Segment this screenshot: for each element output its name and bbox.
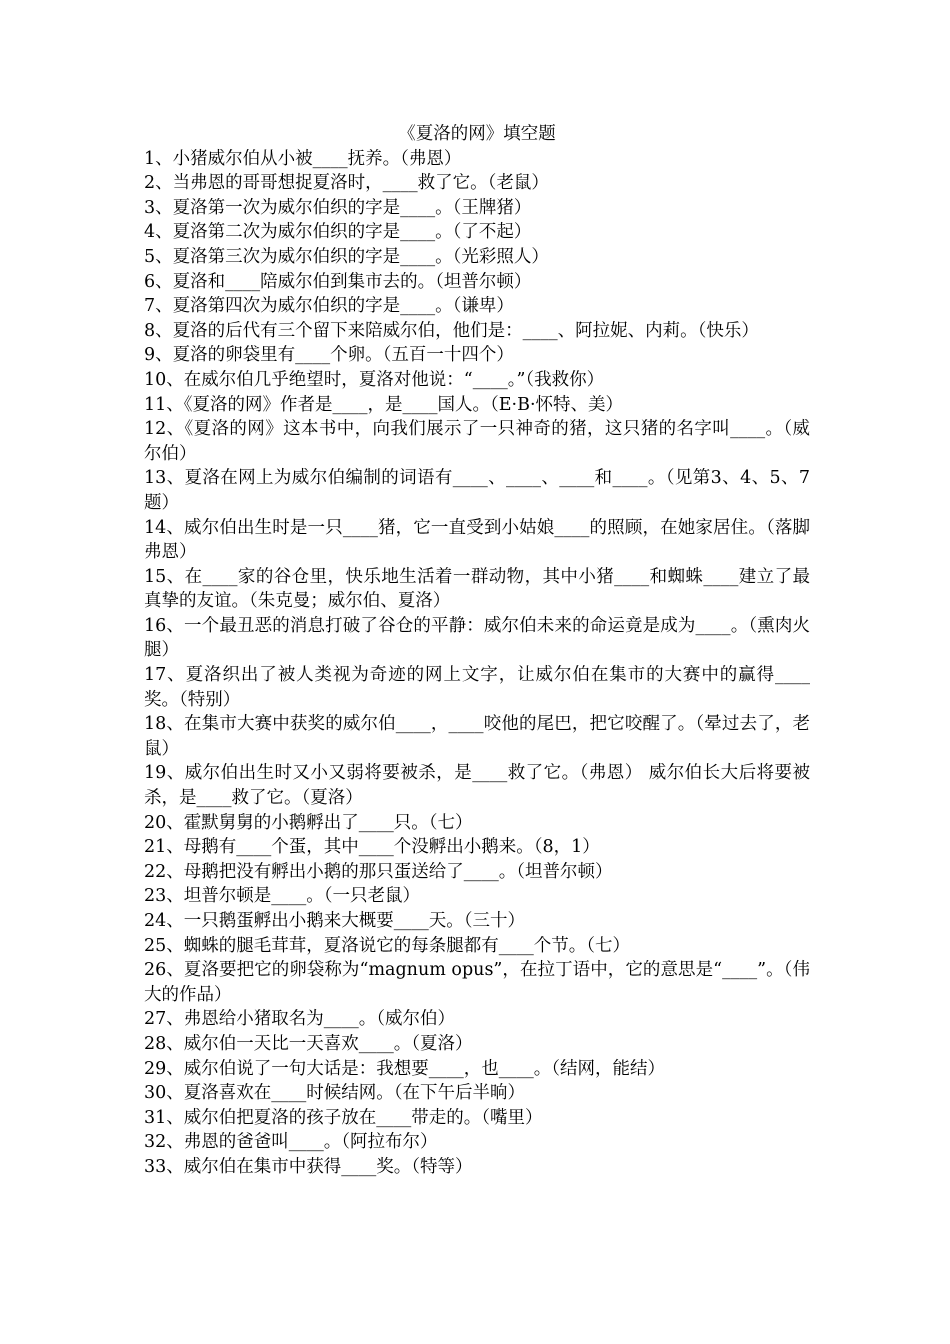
question-item: 26、夏洛要把它的卵袋称为“magnum opus”，在拉丁语中，它的意思是“____”。（伟大的作品）	[144, 960, 810, 1005]
question-item: 32、弗恩的爸爸叫____。（阿拉布尔）	[144, 1132, 438, 1153]
question-item: 2、当弗恩的哥哥想捉夏洛时，____救了它。（老鼠）	[144, 173, 549, 194]
question-item: 3、夏洛第一次为威尔伯织的字是____。（王牌猪）	[144, 197, 532, 218]
question-item: 22、母鹅把没有孵出小鹅的那只蛋送给了____。（坦普尔顿）	[144, 861, 613, 882]
question-item: 15、在____家的谷仓里，快乐地生活着一群动物，其中小猪____和蜘蛛____建立了最真挚的友谊。（朱克曼；威尔伯、夏洛）	[144, 566, 810, 612]
question-item: 29、威尔伯说了一句大话是：我想要____，也____。（结网，能结）	[144, 1058, 666, 1079]
question-item: 1、小猪威尔伯从小被____抚养。（弗恩）	[144, 148, 462, 169]
question-item: 18、在集市大赛中获奖的威尔伯____，____咬他的尾巴，把它咬醒了。（晕过去了，老鼠）	[144, 714, 810, 759]
question-item: 30、夏洛喜欢在____时候结网。（在下午后半晌）	[144, 1083, 526, 1104]
question-item: 20、霍默舅舅的小鹅孵出了____只。（七）	[144, 812, 473, 833]
question-item: 23、坦普尔顿是____。（一只老鼠）	[144, 886, 421, 907]
question-item: 17、夏洛织出了被人类视为奇迹的网上文字，让威尔伯在集市的大赛中的赢得____奖。（特别）	[144, 665, 810, 710]
question-item: 16、一个最丑恶的消息打破了谷仓的平静：威尔伯未来的命运竟是成为____。（熏肉火腿）	[144, 615, 810, 661]
question-item: 19、威尔伯出生时又小又弱将要被杀，是____救了它。（弗恩） 威尔伯长大后将要被杀，是____救了它。（夏洛）	[144, 763, 810, 809]
worksheet-page	[144, 122, 816, 1180]
question-item: 5、夏洛第三次为威尔伯织的字是____。（光彩照人）	[144, 246, 549, 267]
question-item: 25、蜘蛛的腿毛茸茸，夏洛说它的每条腿都有____个节。（七）	[144, 935, 631, 956]
question-item: 4、夏洛第二次为威尔伯织的字是____。（了不起）	[144, 222, 532, 243]
question-item: 27、弗恩给小猪取名为____。（威尔伯）	[144, 1009, 456, 1030]
question-item: 14、威尔伯出生时是一只____猪，它一直受到小姑娘____的照顾，在她家居住。（落脚 弗恩）	[144, 517, 816, 563]
question-item: 10、在威尔伯几乎绝望时，夏洛对他说：“____。”（我救你）	[144, 369, 605, 390]
question-item: 12、《夏洛的网》这本书中，向我们展示了一只神奇的猪，这只猪的名字叫____。（威尔伯）	[144, 419, 810, 464]
question-list	[144, 147, 816, 1180]
question-item: 6、夏洛和____陪威尔伯到集市去的。（坦普尔顿）	[144, 271, 532, 292]
page-title: 《夏洛的网》填空题	[398, 124, 556, 144]
question-item: 28、威尔伯一天比一天喜欢____。（夏洛）	[144, 1033, 473, 1054]
question-item: 11、《夏洛的网》作者是____，是____国人。（E·B·怀特、美）	[144, 394, 624, 415]
question-item: 21、母鹅有____个蛋，其中____个没孵出小鹅来。（8，1）	[144, 837, 600, 858]
question-item: 8、夏洛的后代有三个留下来陪威尔伯，他们是：____、阿拉妮、内莉。（快乐）	[144, 320, 759, 341]
question-item: 24、一只鹅蛋孵出小鹅来大概要____天。（三十）	[144, 911, 526, 931]
question-item: 9、夏洛的卵袋里有____个卵。（五百一十四个）	[144, 345, 514, 366]
question-item: 13、夏洛在网上为威尔伯编制的词语有____、____、____和____。（见第3、4、5、7 题）	[144, 468, 816, 513]
question-item: 7、夏洛第四次为威尔伯织的字是____。（谦卑）	[144, 296, 514, 317]
question-item: 31、威尔伯把夏洛的孩子放在____带走的。（嘴里）	[144, 1107, 543, 1128]
question-item: 33、威尔伯在集市中获得____奖。（特等）	[144, 1156, 473, 1177]
